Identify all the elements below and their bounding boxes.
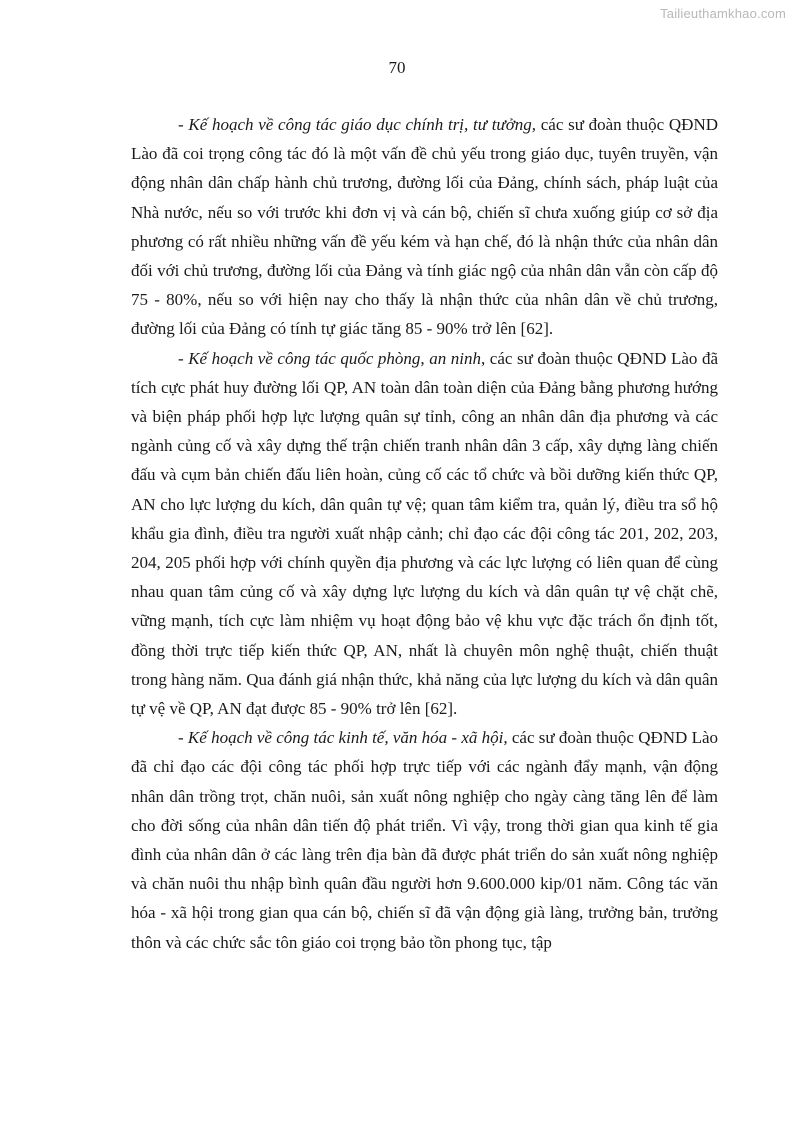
paragraph-defense-security xyxy=(131,344,718,724)
paragraph-text: các sư đoàn thuộc QĐND Lào đã chỉ đạo các đội công tác phối hợp trực tiếp với các ngành đẩy mạnh, vận động nhân dân trồng trọt, chăn nuôi, sản xuất nông nghiệp cho ngày càng tăng lên để làm cho đời sống của nhân dân tiến độ phát triển. Vì vậy, trong thời gian qua kinh tế gia đình của nhân dân ở các làng trên địa bàn đã được phát triển do sản xuất nông nghiệp và chăn nuôi thu nhập bình quân đầu người hơn 9.600.000 kip/01 năm. Công tác văn hóa - xã hội trong gian qua cán bộ, chiến sĩ đã vận động già làng, trưởng bản, trưởng thôn và các chức sắc tôn giáo coi trọng bảo tồn phong tục, tập xyxy=(131,728,718,952)
paragraph-political-education xyxy=(131,110,718,344)
paragraph-heading: - Kế hoạch về công tác giáo dục chính trị, tư tưởng, xyxy=(178,115,537,134)
paragraph-economy-culture xyxy=(131,723,718,957)
document-body xyxy=(131,110,718,957)
paragraph-heading: - Kế hoạch về công tác kinh tế, văn hóa - xã hội, xyxy=(178,728,508,748)
paragraph-text: các sư đoàn thuộc QĐND Lào đã coi trọng công tác đó là một vấn đề chủ yếu trong giáo dục, tuyên truyền, vận động nhân dân chấp hành chủ trương, đường lối của Đảng, chính sách, pháp luật của Nhà nước, nếu so với trước khi đơn vị và cán bộ, chiến sĩ chưa xuống giúp cơ sở địa phương có rất nhiều những vấn đề yếu kém và hạn chế, đó là nhận thức của nhân dân đối với chủ trương, đường lối của Đảng và tính giác ngộ của nhân dân vẫn còn cấp độ 75 - 80%, nếu so với hiện nay cho thấy là nhận thức của nhân dân về chủ trương, đường lối của Đảng có tính tự giác tăng 85 - 90% trở lên [62]. xyxy=(131,115,718,339)
paragraph-text: , các sư đoàn thuộc QĐND Lào đã tích cực phát huy đường lối QP, AN toàn dân toàn diện của Đảng bằng phương hướng và biện pháp phối hợp lực lượng quân sự tỉnh, công an nhân dân địa phương và các ngành củng cố và xây dựng thế trận chiến tranh nhân dân 3 cấp, xây dựng làng chiến đấu và cụm bản chiến đấu liên hoàn, củng cố các tổ chức và bồi dưỡng kiến thức QP, AN cho lực lượng du kích, dân quân tự vệ; quan tâm kiểm tra, quản lý, điều tra sổ hộ khẩu gia đình, điều tra người xuất nhập cảnh; chỉ đạo các đội công tác 201, 202, 203, 204, 205 phối hợp với chính quyền địa phương và các lực lượng có liên quan để cùng nhau quan tâm củng cố và xây dựng lực lượng du kích và dân quân tự vệ chặt chẽ, vững mạnh, tích cực làm nhiệm vụ hoạt động bảo vệ khu vực đặc trách ổn định tốt, đồng thời trực tiếp kiến thức QP, AN, nhất là chuyên môn nghệ thuật, chiến thuật trong hàng năm. Qua đánh giá nhận thức, khả năng của lực lượng du kích và dân quân tự vệ về QP, AN đạt được 85 - 90% trở lên [62]. xyxy=(131,348,718,719)
watermark: Tailieuthamkhao.com xyxy=(660,6,786,21)
paragraph-heading: - Kế hoạch về công tác quốc phòng, an ninh xyxy=(178,348,481,368)
page-number: 70 xyxy=(388,58,406,77)
